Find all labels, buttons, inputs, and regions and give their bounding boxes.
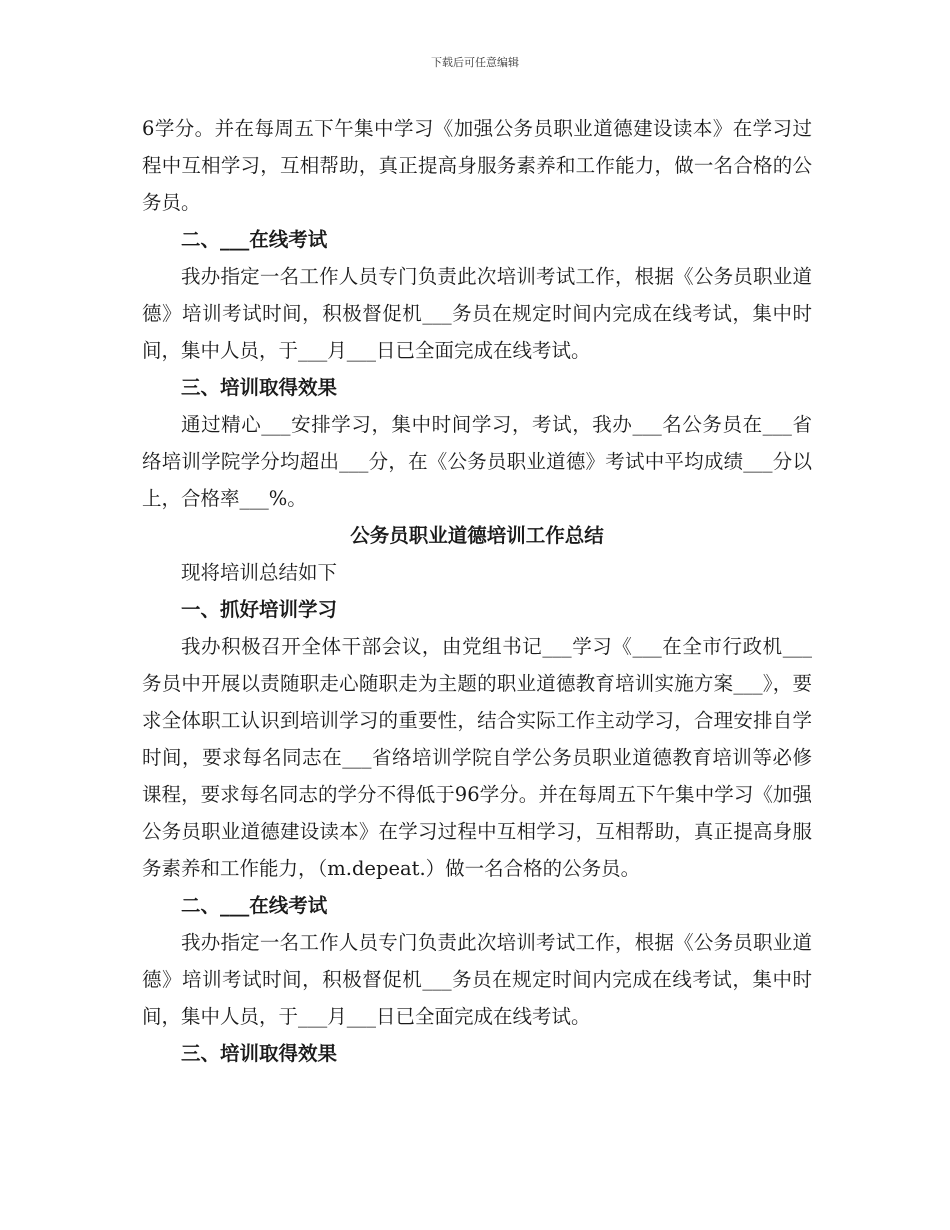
- document-title: 公务员职业道德培训工作总结: [350, 524, 604, 547]
- paragraph-exam: 我办指定一名工作人员专门负责此次培训考试工作，根据《公务员职业道德》培训考试时间，积极督促机___务员在规定时间内完成在线考试，集中时间，集中人员，于___月___日已全面完成在线考试。: [142, 265, 812, 362]
- paragraph-intro: 现将培训总结如下: [181, 561, 338, 584]
- heading-results-2: 三、培训取得效果: [181, 1042, 338, 1065]
- header-note: 下载后可任意编辑: [431, 56, 519, 69]
- heading-online-exam: 二、___在线考试: [181, 228, 328, 251]
- paragraph-continued: 6学分。并在每周五下午集中学习《加强公务员职业道德建设读本》在学习过程中互相学习，互相帮助，真正提高身服务素养和工作能力，做一名合格的公务员。: [142, 117, 812, 214]
- paragraph-results: 通过精心___安排学习，集中时间学习，考试，我办___名公务员在___省络培训学院学分均超出___分，在《公务员职业道德》考试中平均成绩___分以上，合格率___%。: [142, 413, 812, 510]
- paragraph-training: 我办积极召开全体干部会议，由党组书记___学习《___在全市行政机___务员中开展以责随职走心随职走为主题的职业道德教育培训实施方案___》，要求全体职工认识到培训学习的重要性，结合实际工作主动学习，合理安排自学时间，要求每名同志在___省络培训学院自学公务员职业道德教育培训等必修课程，要求每名同志的学分不得低于96学分。并在每周五下午集中学习《加强公务员职业道德建设读本》在学习过程中互相学习，互相帮助，真正提高身服务素养和工作能力，（m.depeat.）做一名合格的公务员。: [142, 635, 812, 880]
- document-body: [142, 110, 812, 1072]
- heading-online-exam-2: 二、___在线考试: [181, 894, 328, 917]
- heading-results: 三、培训取得效果: [181, 376, 338, 399]
- heading-training: 一、抓好培训学习: [181, 598, 338, 621]
- paragraph-exam-2: 我办指定一名工作人员专门负责此次培训考试工作，根据《公务员职业道德》培训考试时间，积极督促机___务员在规定时间内完成在线考试，集中时间，集中人员，于___月___日已全面完成在线考试。: [142, 931, 812, 1028]
